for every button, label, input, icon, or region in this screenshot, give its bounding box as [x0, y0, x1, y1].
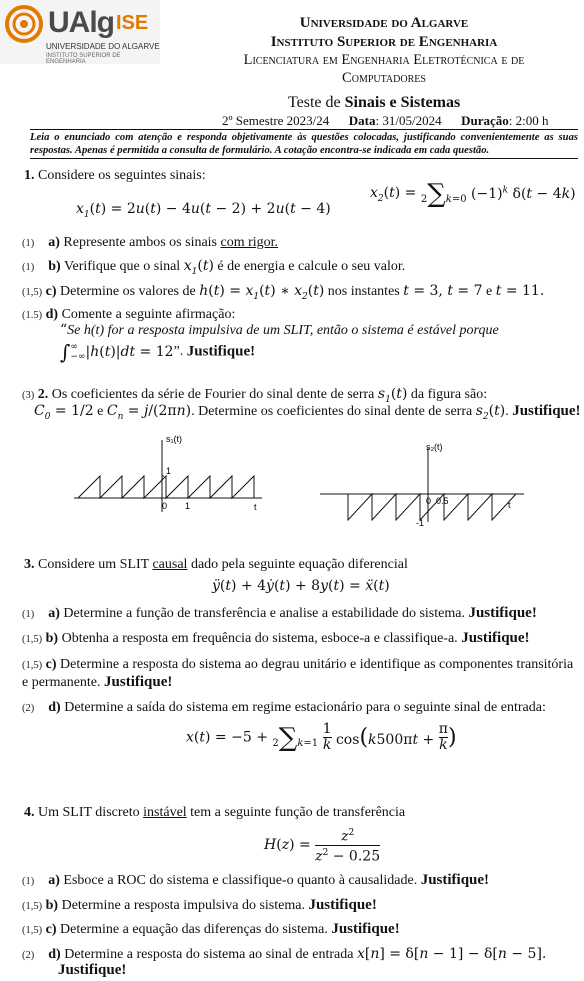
q4b-points: (1,5) — [22, 901, 43, 912]
q1d-justify: Justifique! — [186, 343, 256, 360]
q4d-justify-line — [58, 962, 126, 979]
instructions-box — [30, 129, 578, 159]
test-subject: Sinais e Sistemas — [344, 94, 461, 111]
q2-text-2: $C_0 = 1/2$ e $C_n = j/(2\pi n)$. Determine os coeficientes do sinal dente de serra $s_2(t)$. Justifique! — [34, 403, 581, 422]
q1a: (1) a) Represente ambos os sinais com rigor. — [22, 235, 279, 250]
q3d-input-equation: x(t) = −5 + 2∑k=1 $\frac{1}{k}$ cos(k500πt + $\frac{\pi}{k}$ ) — [186, 721, 457, 753]
university-name: Universidade do Algarve — [299, 15, 469, 31]
q1d-points: (1.5) — [22, 310, 43, 321]
degree-line2: Computadores — [342, 70, 426, 86]
q2-justify: Justifique! — [512, 403, 581, 419]
q1b: (1) b) Verifique que o sinal $x_1(t)$ é de energia e calcule o seu valor. — [22, 258, 406, 277]
logo-brand: UAlg — [48, 6, 114, 39]
q4c: (1,5) c) Determine a equação das diferenças do sistema. Justifique! — [22, 921, 400, 937]
q4-intro: 4. Um SLIT discreto instável tem a seguinte função de transferência — [24, 805, 406, 820]
q3a: (1) a) Determine a função de transferência e analise a estabilidade do sistema. Justifique! — [22, 605, 537, 621]
instructions: Leia o enunciado com atenção e responda objetivamente às questões colocadas, justificando convenientemente as suas respostas. Apenas é permitida a consulta de formulário. A cotação encontra-se indicada em cada questão. — [30, 132, 578, 156]
logo-line1: UNIVERSIDADE DO ALGARVE — [46, 42, 160, 51]
s2-axis-label: t — [508, 500, 511, 510]
q1-intro: 1. Considere os seguintes sinais: — [24, 168, 206, 183]
exam-duration: : 2:00 h — [508, 113, 549, 128]
q3d-points: (2) — [22, 703, 35, 714]
degree-line1: Licenciatura em Engenharia Eletrotécnica e de — [243, 52, 525, 68]
q3a-justify: Justifique! — [468, 605, 537, 621]
q3b-points: (1,5) — [22, 634, 43, 645]
q1d: (1.5) d) Comente a seguinte afirmação: — [22, 307, 236, 322]
s2-waveform — [348, 494, 516, 520]
exam-date: : 31/05/2024 — [375, 113, 442, 128]
logo-unit: ISE — [116, 12, 149, 34]
s1-waveform — [78, 476, 254, 498]
s1-tick-y1: 1 — [166, 466, 172, 476]
s2-tick-0: 0 — [426, 496, 432, 506]
q4a: (1) a) Esboce a ROC do sistema e classifique-o quanto à causalidade. Justifique! — [22, 872, 490, 888]
figure-s1 — [70, 432, 270, 524]
q3c-points: (1,5) — [22, 660, 43, 671]
q3d: (2) d) Determine a saída do sistema em regime estacionário para o seguinte sinal de entrada: — [22, 700, 546, 715]
q4b: (1,5) b) Determine a resposta impulsiva do sistema. Justifique! — [22, 897, 377, 913]
figure-s2 — [318, 436, 530, 532]
q1c-points: (1,5) — [22, 287, 43, 298]
q4c-justify: Justifique! — [331, 921, 400, 937]
q3c-justify: Justifique! — [104, 674, 173, 690]
logo-line2: INSTITUTO SUPERIOR DE ENGENHARIA — [46, 53, 121, 65]
q3-intro: 3. Considere um SLIT causal dado pela seguinte equação diferencial — [24, 557, 408, 572]
s2-tick-m1: -1 — [416, 518, 425, 528]
q1a-points: (1) — [22, 238, 35, 249]
q4-transfer-function: H(z) = $\frac{z^2}{z^2 - 0.25}$ — [264, 828, 381, 865]
q1b-points: (1) — [22, 262, 35, 273]
q1d-quote: “Se h(t) for a resposta impulsiva de um SLIT, então o sistema é estável porque — [60, 322, 499, 338]
q4d-points: (2) — [22, 950, 35, 961]
s2-tick-05: 0.5 — [436, 496, 449, 506]
q4a-justify: Justifique! — [420, 872, 490, 888]
q4d-justify: Justifique! — [58, 962, 127, 978]
q2-points: (3) — [22, 390, 35, 401]
q3-diff-equation: ÿ(t) + 4ẏ(t) + 8y(t) = ẍ(t) — [212, 578, 390, 594]
q1c: (1,5) c) Determine os valores de $h(t) = x_1(t)$ ∗ $x_2(t)$ nos instantes t = 3, t = 7 e t = 11. — [22, 283, 545, 302]
q4a-points: (1) — [22, 876, 35, 887]
q3c: (1,5) c) Determine a resposta do sistema ao degrau unitário e identifique as componentes transitória e permanente. Justifique! — [22, 657, 574, 690]
q1-x1-equation: $x_1(t) = 2u(t) - 4u(t - 2) + 2u(t - 4)$ — [76, 201, 331, 220]
logo-emblem — [4, 4, 44, 44]
s1-title: s₁(t) — [166, 434, 183, 444]
q1d-integral: ∫ ∞ −∞ |h(t)|dt = 12”. Justifique! — [60, 340, 256, 364]
semester: 2º Semestre 2023/24 — [222, 113, 330, 128]
q3b-justify: Justifique! — [461, 630, 530, 646]
q4b-justify: Justifique! — [308, 897, 377, 913]
test-title: Teste de Sinais e Sistemas — [288, 94, 461, 111]
q4c-points: (1,5) — [22, 925, 43, 936]
q3a-points: (1) — [22, 609, 35, 620]
q3b: (1,5) b) Obtenha a resposta em frequência do sistema, esboce-a e classifique-a. Justifique! — [22, 630, 530, 646]
s1-tick-1: 1 — [185, 501, 191, 511]
q1-x2-equation: $x_2(t) = 2\sum k=0$ $(-1)^k$ δ(t − 4k) — [370, 179, 576, 209]
s1-tick-0: 0 — [162, 501, 168, 511]
logo — [0, 0, 160, 64]
s2-title: s₂(t) — [426, 442, 443, 452]
q4d: (2) d) Determine a resposta do sistema ao sinal de entrada x[n] = δ[n − 1] − δ[n − 5]. — [22, 946, 547, 962]
s1-axis-label: t — [254, 502, 257, 512]
exam-meta: 2º Semestre 2023/24 Data: 31/05/2024 Duração: 2:00 h — [222, 113, 549, 128]
institute-name: Instituto Superior de Engenharia — [270, 34, 498, 50]
q2-text: (3) 2. Os coeficientes da série de Fourier do sinal dente de serra $s_1(t)$ da figura são: — [22, 386, 488, 405]
